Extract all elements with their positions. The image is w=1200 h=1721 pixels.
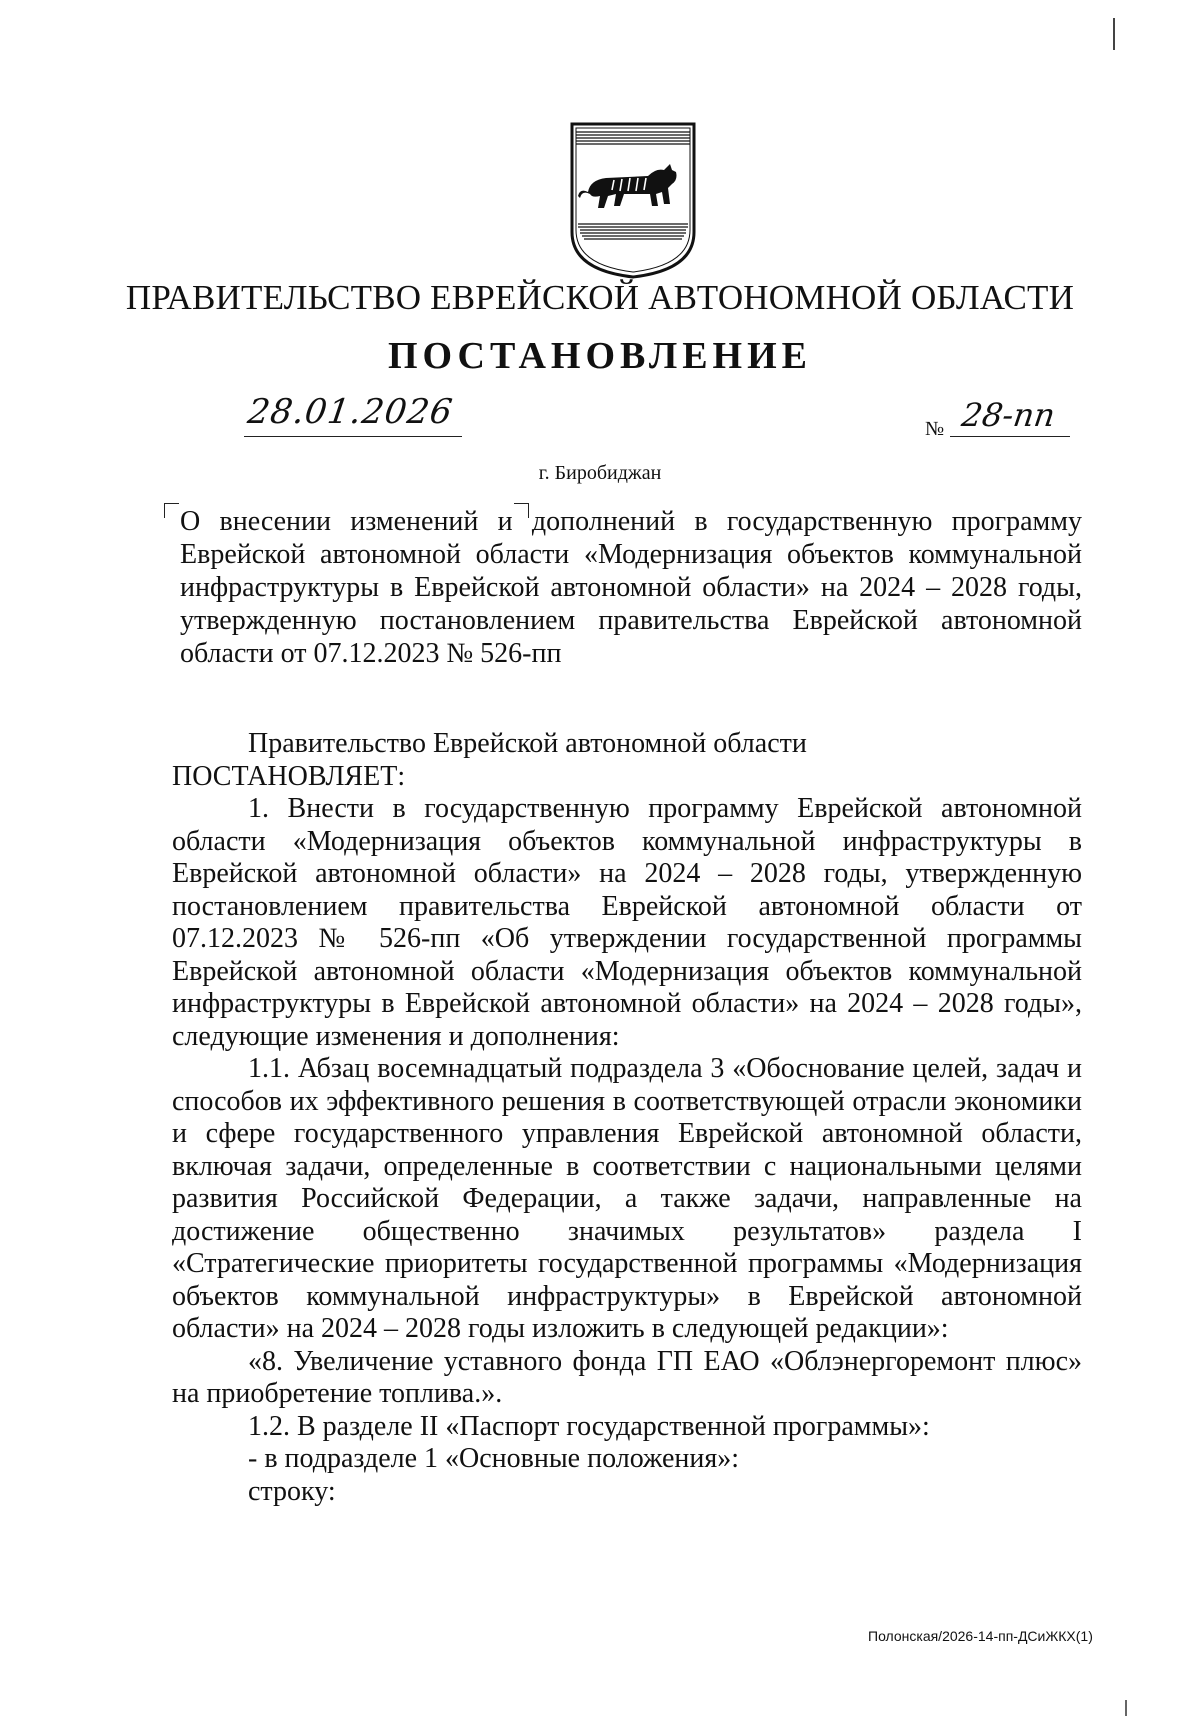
number-underline [950,436,1070,437]
paragraph-1-1: 1.1. Абзац восемнадцатый подраздела 3 «Обоснование целей, задач и способов их эффективного решения в соответствующей отрасли экономики и сфере государственного управления Еврейской автономной области, включая задачи, определенные в соответствии с национальными целями развития Российской Федерации, а также задачи, направленные на достижение общественно значимых результатов» раздела I «Стратегические приоритеты государственной программы «Модернизация объектов коммунальной инфраструктуры» в Еврейской автономной области» на 2024 – 2028 годы изложить в следующей редакции»: [172,1053,1082,1344]
paragraph-1-2-row: строку: [248,1475,336,1507]
document-subject: О внесении изменений и дополнений в государственную программу Еврейской автономной области «Модернизация объектов коммунальной инфраструктуры в Еврейской автономной области» на 2024 – 2028 годы, утвержденную постановлением правительства Еврейской автономной области от 07.12.2023 № 526-пп [180,506,1082,669]
coat-of-arms-emblem [568,120,698,280]
number-label: № [925,418,945,440]
scan-artifact [1113,18,1115,50]
handwritten-number: 28-пп [959,396,1058,434]
paragraph-1: 1. Внести в государственную программу Еврейской автономной области «Модернизация объектов коммунальной инфраструктуры в Еврейской автономной области» на 2024 – 2028 годы, утвержденную постановлением правительства Еврейской автономной области от 07.12.2023 № 526-пп «Об утверждении государственной программы Еврейской автономной области «Модернизация объектов коммунальной инфраструктуры в Еврейской автономной области» на 2024 – 2028 годы», следующие изменения и дополнения: [172,793,1082,1052]
document-body [172,728,1082,1508]
paragraph-1-2: 1.2. В разделе II «Паспорт государственной программы»: [248,1410,930,1442]
organization-title: ПРАВИТЕЛЬСТВО ЕВРЕЙСКОЙ АВТОНОМНОЙ ОБЛАСТИ [125,278,1075,317]
subject-bracket-left [164,503,179,518]
government-line: Правительство Еврейской автономной области [248,728,807,759]
document-type: ПОСТАНОВЛЕНИЕ [387,335,813,377]
scan-artifact [1125,1700,1127,1716]
decree-word: ПОСТАНОВЛЯЕТ: [172,760,406,792]
paragraph-1-2-subsection: - в подразделе 1 «Основные положения»: [248,1443,740,1474]
date-underline [244,436,462,437]
city-name: г. Биробиджан [538,462,662,484]
footer-reference: Полонская/2026-14-пп-ДСиЖКХ(1) [868,1628,1093,1644]
quoted-paragraph: «8. Увеличение уставного фонда ГП ЕАО «Облэнергоремонт плюс» на приобретение топлива.». [172,1345,1082,1409]
handwritten-date: 28.01.2026 [245,392,456,432]
